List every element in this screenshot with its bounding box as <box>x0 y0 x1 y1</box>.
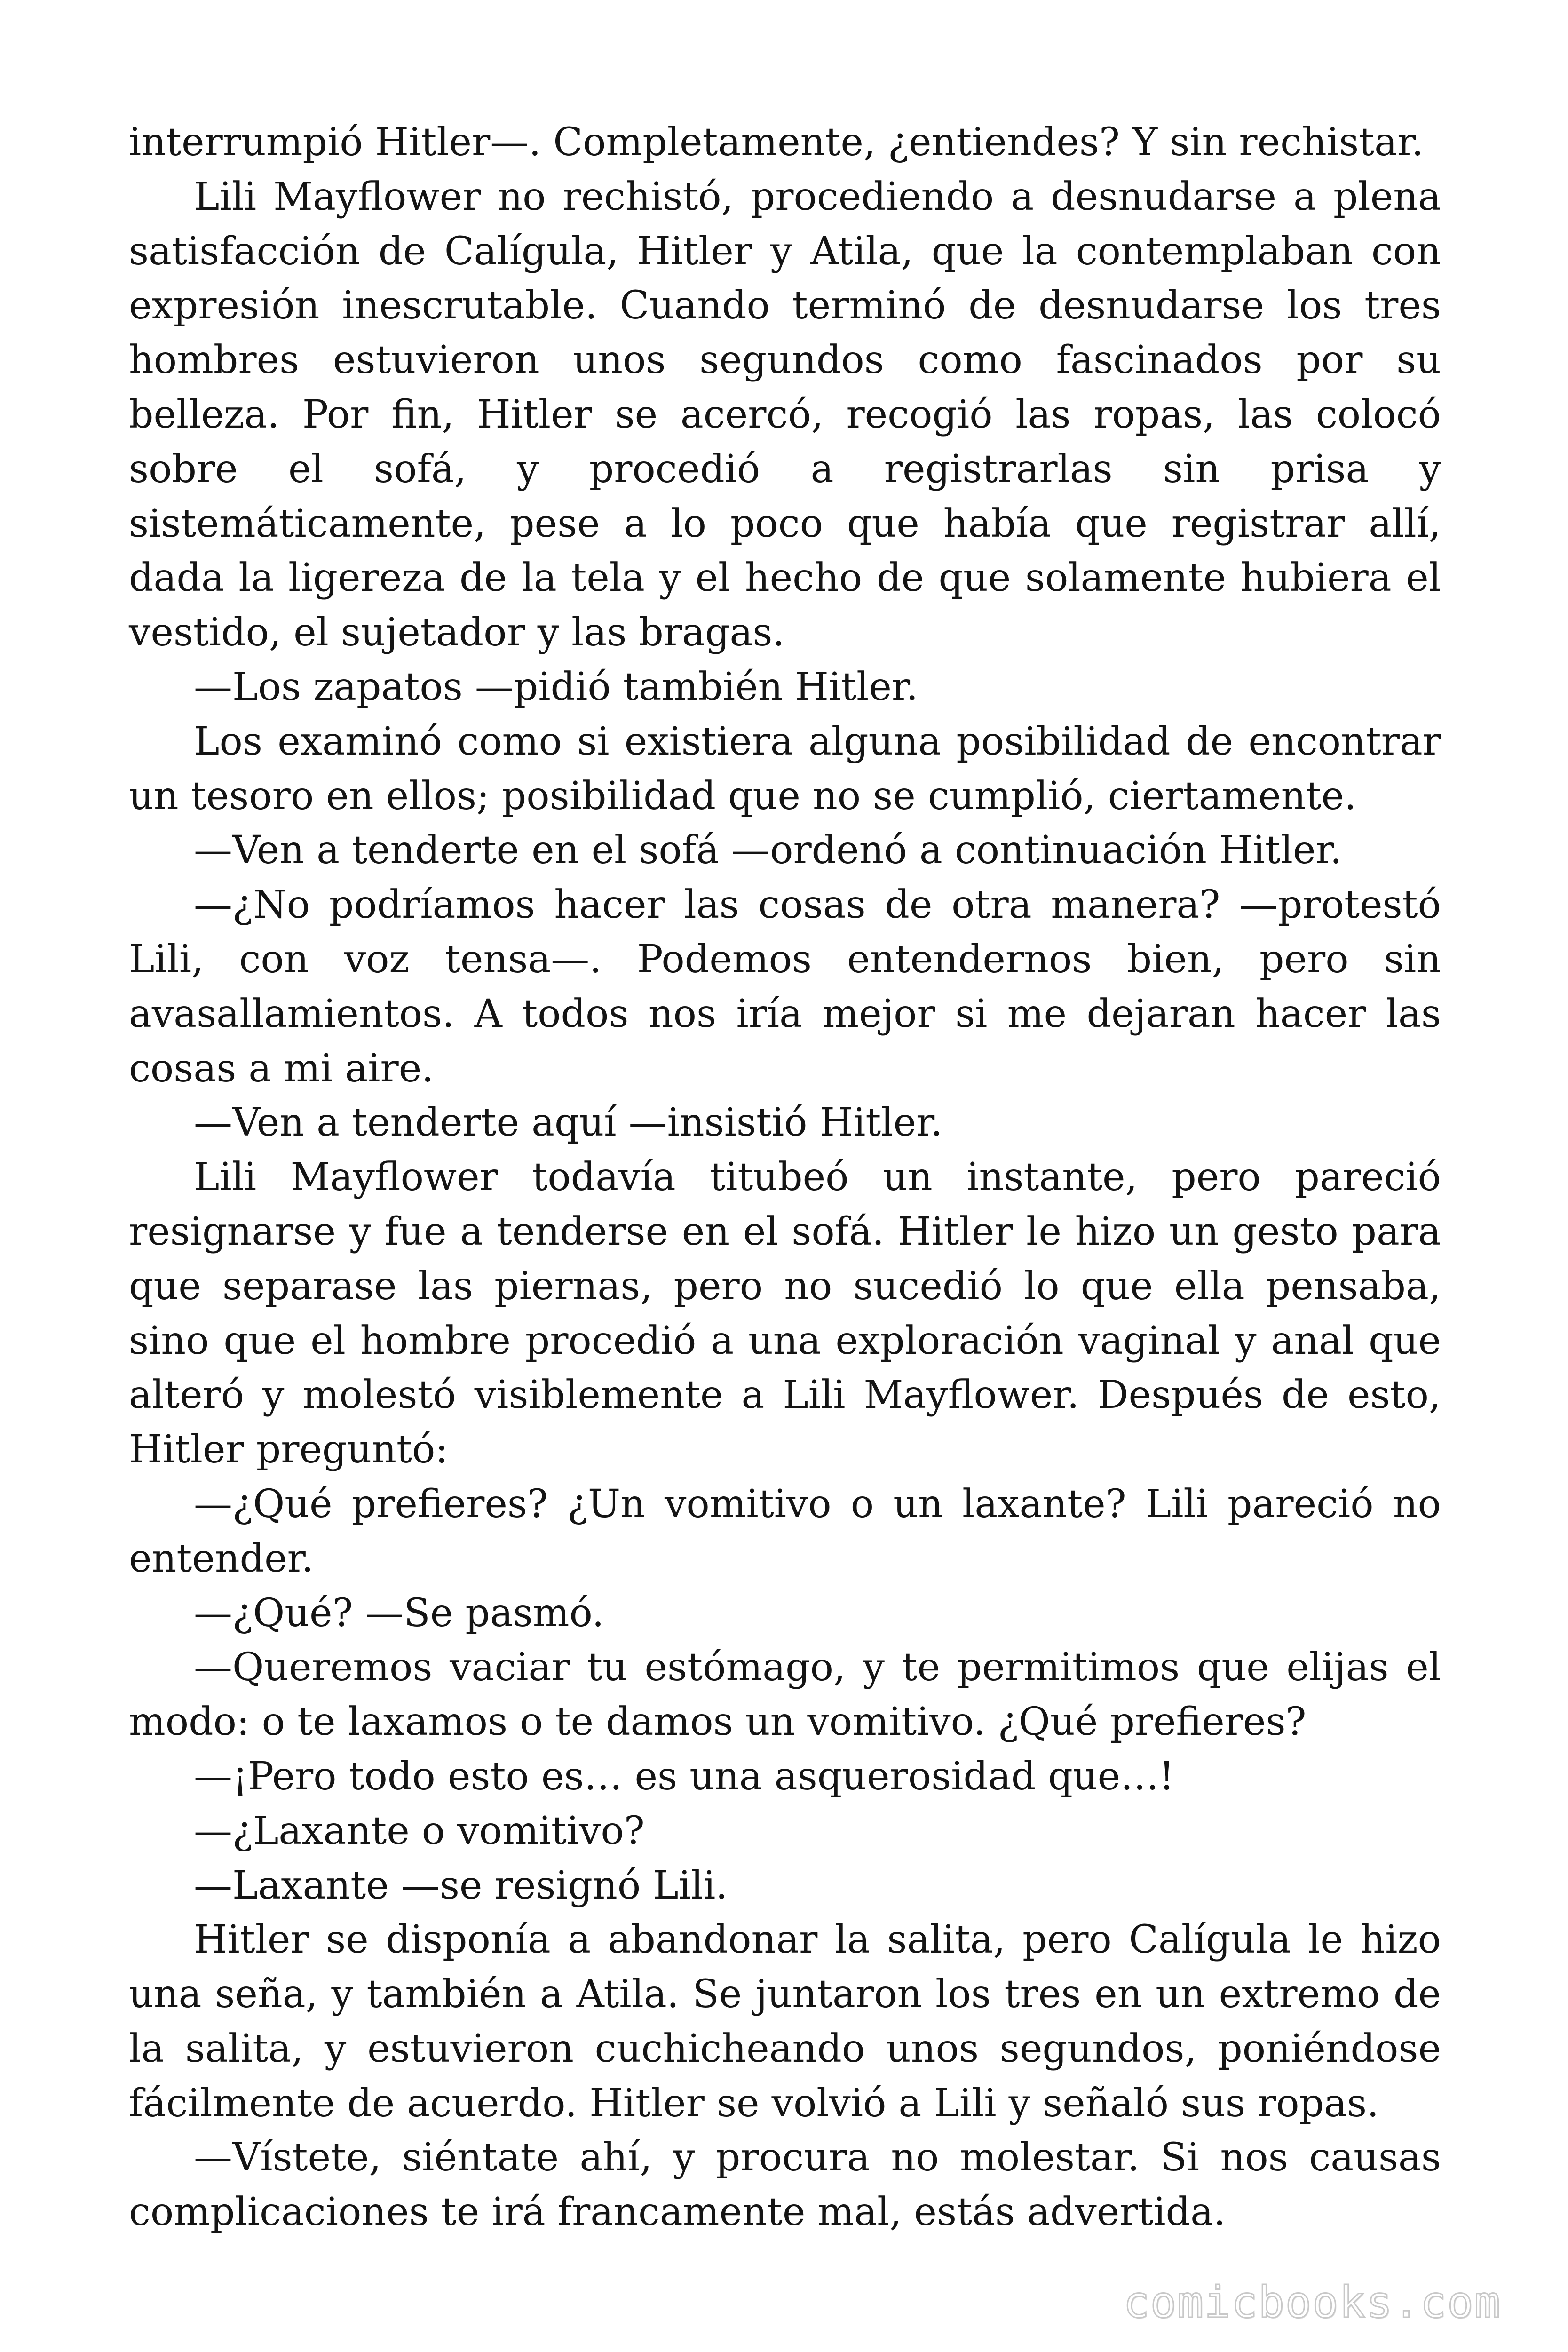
paragraph: —Laxante —se resignó Lili. <box>194 1863 728 1908</box>
paragraph: —¿Qué prefieres? ¿Un vomitivo o un laxante? Lili pareció no entender. <box>129 1481 1441 1581</box>
paragraph: —Ven a tenderte en el sofá —ordenó a continuación Hitler. <box>194 828 1342 873</box>
paragraph: —Vístete, siéntate ahí, y procura no molestar. Si nos causas complicaciones te irá francamente mal, estás advertida. <box>129 2135 1441 2235</box>
paragraph: interrumpió Hitler—. Completamente, ¿entiendes? Y sin rechistar. <box>129 120 1424 165</box>
paragraph: Lili Mayflower todavía titubeó un instante, pero pareció resignarse y fue a tenderse en el sofá. Hitler le hizo un gesto para que separase las piernas, pero no sucedió lo que ella pensaba, sino que el hombre procedió a una exploración vaginal y anal que alteró y molestó visiblemente a Lili Mayflower. Después de esto, Hitler preguntó: <box>129 1155 1441 1472</box>
paragraph: —Los zapatos —pidió también Hitler. <box>194 664 919 709</box>
paragraph: Hitler se disponía a abandonar la salita, pero Calígula le hizo una seña, y también a Atila. Se juntaron los tres en un extremo de la salita, y estuvieron cuchicheando unos segundos, poniéndose fácilmente de acuerdo. Hitler se volvió a Lili y señaló sus ropas. <box>129 1917 1441 2126</box>
paragraph: —¡Pero todo esto es… es una asquerosidad que…! <box>194 1754 1175 1799</box>
paragraph: Lili Mayflower no rechistó, procediendo a desnudarse a plena satisfacción de Calígula, Hitler y Atila, que la contemplaban con expresión inescrutable. Cuando terminó de desnudarse los tres hombres estuvieron unos segundos como fascinados por su belleza. Por fin, Hitler se acercó, recogió las ropas, las colocó sobre el sofá, y procedió a registrarlas sin prisa y sistemáticamente, pese a lo poco que había que registrar allí, dada la ligereza de la tela y el hecho de que solamente hubiera el vestido, el sujetador y las bragas. <box>129 174 1441 655</box>
watermark: comicbooks.com <box>1123 2277 1501 2328</box>
paragraph: —¿No podríamos hacer las cosas de otra manera? —protestó Lili, con voz tensa—. Podemos entendernos bien, pero sin avasallamientos. A todos nos iría mejor si me dejaran hacer las cosas a mi aire. <box>129 882 1441 1091</box>
paragraph: —Queremos vaciar tu estómago, y te permitimos que elijas el modo: o te laxamos o te damos un vomitivo. ¿Qué prefieres? <box>129 1645 1441 1745</box>
paragraph: —¿Qué? —Se pasmó. <box>194 1590 604 1636</box>
page-body <box>129 115 1441 2240</box>
paragraph: Los examinó como si existiera alguna posibilidad de encontrar un tesoro en ellos; posibilidad que no se cumplió, ciertamente. <box>129 719 1441 818</box>
paragraph: —¿Laxante o vomitivo? <box>194 1808 645 1853</box>
paragraph: —Ven a tenderte aquí —insistió Hitler. <box>194 1100 943 1145</box>
